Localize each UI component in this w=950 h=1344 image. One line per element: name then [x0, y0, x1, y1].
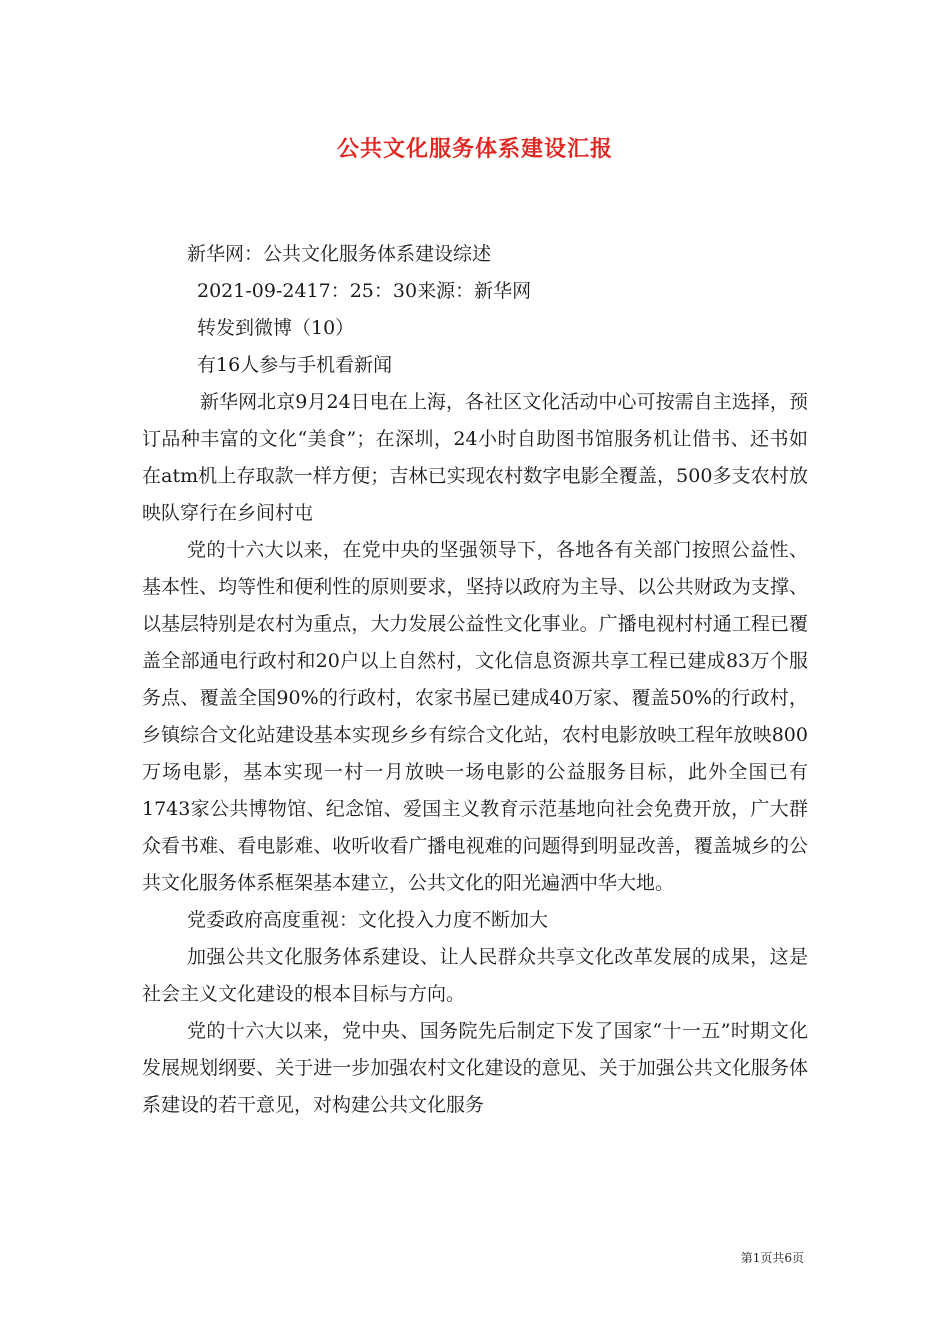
paragraph-policy: 党的十六大以来，党中央、国务院先后制定下发了国家“十一五”时期文化发展规划纲要、关于进一步加强农村文化建设的意见、关于加强公共文化服务体系建设的若干意见，对构建公共文化服务	[142, 1020, 808, 1116]
document-title: 公共文化服务体系建设汇报	[336, 136, 613, 162]
paragraph-intro: 新华网北京9月24日电在上海，各社区文化活动中心可按需自主选择，预订品种丰富的文化“美食”；在深圳，24小时自助图书馆服务机让借书、还书如在atm机上存取款一样方便；吉林已实现农村数字电影全覆盖，500多支农村放映队穿行在乡间村屯	[142, 391, 808, 524]
document-body	[142, 236, 808, 1124]
source-heading: 新华网：公共文化服务体系建设综述	[187, 243, 492, 265]
publish-timestamp: 2021-09-2417：25：30来源：新华网	[197, 280, 532, 302]
page-number-footer: 第1页共6页	[740, 1251, 804, 1265]
mobile-news-participants: 有16人参与手机看新闻	[197, 354, 393, 376]
paragraph-goal: 加强公共文化服务体系建设、让人民群众共享文化改革发展的成果，这是社会主义文化建设的根本目标与方向。	[142, 946, 808, 1005]
section-subheading: 党委政府高度重视：文化投入力度不断加大	[187, 909, 549, 931]
paragraph-achievements: 党的十六大以来，在党中央的坚强领导下，各地各有关部门按照公益性、基本性、均等性和便利性的原则要求，坚持以政府为主导、以公共财政为支撑、以基层特别是农村为重点，大力发展公益性文化事业。广播电视村村通工程已覆盖全部通电行政村和20户以上自然村，文化信息资源共享工程已建成83万个服务点、覆盖全国90%的行政村，农家书屋已建成40万家、覆盖50%的行政村，乡镇综合文化站建设基本实现乡乡有综合文化站，农村电影放映工程年放映800万场电影，基本实现一村一月放映一场电影的公益服务目标，此外全国已有1743家公共博物馆、纪念馆、爱国主义教育示范基地向社会免费开放，广大群众看书难、看电影难、收听收看广播电视难的问题得到明显改善，覆盖城乡的公共文化服务体系框架基本建立，公共文化的阳光遍洒中华大地。	[142, 539, 808, 894]
share-to-weibo-link[interactable]: 转发到微博（10）	[197, 317, 355, 339]
